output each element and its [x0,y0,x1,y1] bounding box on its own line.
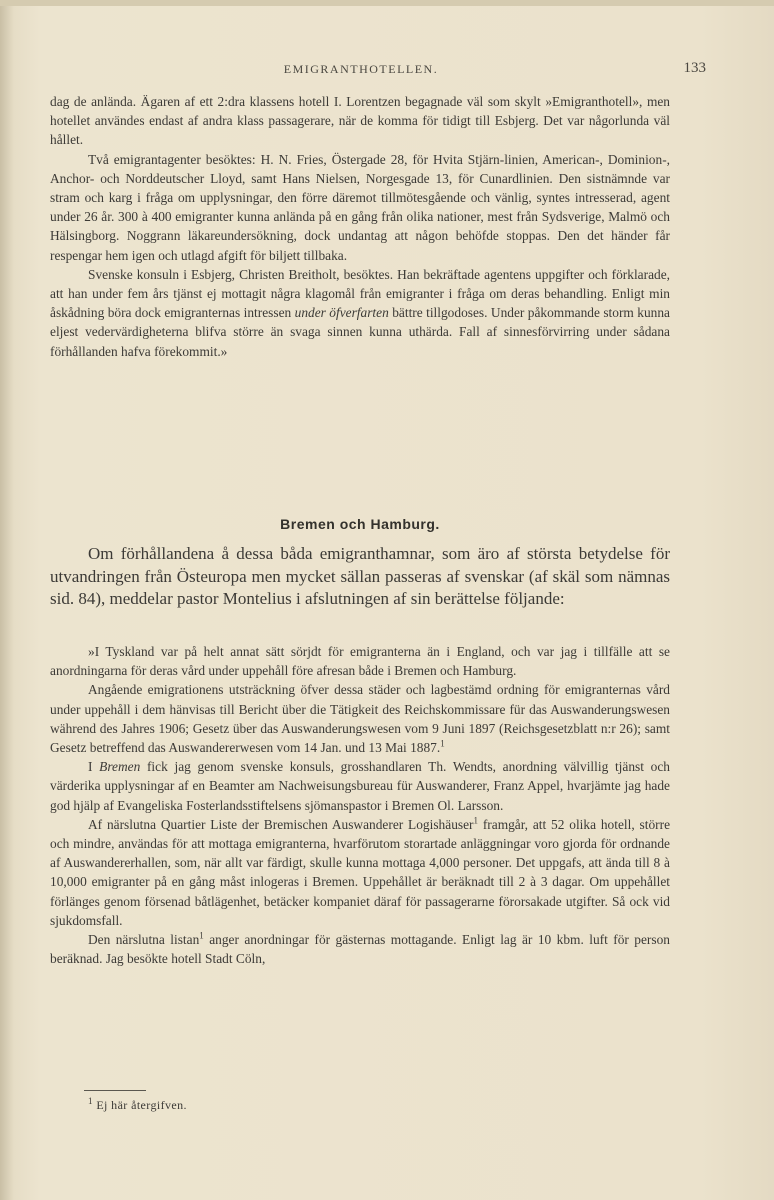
footnote-text: Ej här återgifven. [96,1098,187,1112]
intro-paragraph: Om förhållandena å dessa båda emigranthamnar, som äro af största betydelse för utvandringen från Östeuropa men mycket sällan passeras af svenskar (af skäl som nämnas sid. 84), meddelar pastor Montelius i afslutningen af sin berättelse följande: [50,544,670,609]
paragraph [50,815,670,930]
footnote-reference: 1 [199,930,204,941]
paragraph [50,930,670,968]
italic-phrase: Bremen [99,759,141,775]
footnote-reference: 1 [473,815,479,826]
paragraph-text: fick jag genom svenske konsuls, grosshandlaren Th. Wendts, anordning välvillig tjänst och värderika upplysningar af en Beamter am Nachweisungsbureau für Auswanderer, Franz Appel, hvarjämte jag hade god hjälp af Evangeliska Fosterlandsstiftelsens sjömanspastor i Bremen Ol. Larsson. [50,759,670,813]
section-heading: Bremen och Hamburg. [280,516,440,532]
paragraph-text: Angående emigrationens utsträckning öfver dessa städer och lagbestämd ordning för emigranternas vård under uppehåll i dem hänvisas till Bericht über die Tätigkeit des Reichskommissare für das Auswanderungswesen während des Jahres 1906; Gesetz über das Auswanderungswesen vom 9 Juni 1897 (Reichsgesetzblatt n:r 26); samt Gesetz betreffend das Auswandererwesen vom 14 Jan. und 13 Mai 1887. [50,682,670,756]
paragraph-text: bättre tillgodoses. Under påkommande storm kunna eljest vedervärdigheterna blifva större än svaga sinnen kunna uthärda. Fall af sinnesförvirring under sådana förhållanden hafva förekommit.» [50,305,670,359]
paragraph-text: Af närslutna Quartier Liste der Bremischen Auswanderer Logishäuser [88,816,474,832]
page-number: 133 [683,60,706,76]
paragraph-text: Svenske konsuln i Esbjerg, Christen Breitholt, besöktes. Han bekräftade agentens uppgifter och förklarade, att han under fem års tjänst ej mottagit några klagomål från emigranter i fråga om deras behandling. Enligt min åskådning böra dock emigranternas intressen [50,266,670,321]
paragraph: dag de anlända. Ägaren af ett 2:dra klassens hotell I. Lorentzen begagnade väl som skylt »Emigranthotell», men hotellet användes endast af andra klass passagerare, när de komma för tidigt till Esbjerg. Det var någorlunda väl hållet. [50,94,670,148]
page-top-edge [0,0,774,6]
paragraph-text: I [88,759,100,775]
italic-phrase: under öfverfarten [294,305,389,321]
footnote [88,1098,187,1113]
paragraph: »I Tyskland var på helt annat sätt sörjdt för emigranterna än i England, och var jag i tillfälle att se anordningarna för deras vård under uppehåll före afresan både i Bremen och Hamburg. [50,644,670,679]
paragraph: Två emigrantagenter besöktes: H. N. Fries, Östergade 28, för Hvita Stjärn-linien, American-, Dominion-, Anchor- och Norddeutscher Lloyd, samt Hans Nielsen, Norgesgade 13, för Cunardlinien. Den sistnämnde var stram och karg i fråga om upplysningar, den förre däremot tillmötesgående och vänlig, syntes intresserad, agent under 26 år. 300 à 400 emigranter kunna anlända på en gång från olika nationer, mest från Sydsverige, Malmö och Hälsingborg. Noggrann läkareundersökning, dock undantag att någon behöfde stoppas. Den det händer får respengar hem igen och utlagd afgift för biljett tillbaka. [50,151,670,263]
footnote-reference: 1 [440,738,445,749]
running-head: EMIGRANTHOTELLEN. [283,62,439,76]
page-header [50,60,706,82]
paragraph [50,757,670,815]
paragraph [50,265,670,361]
body-section-esbjerg [50,92,670,361]
footnote-marker: 1 [88,1096,93,1106]
footnote-divider [84,1090,146,1091]
paragraph [50,680,670,757]
paragraph-text: anger anordningar för gästernas mottagande. Enligt lag är 10 kbm. luft för person beräknad. Jag besökte hotell Stadt Cöln, [50,932,670,967]
intro-paragraph-block [50,543,670,611]
paragraph-text: framgår, att 52 olika hotell, större och mindre, användas för att mottaga emigranterna, hvarförutom storartade anläggningar voro gjorda för ordnande af Auswandererhallen, som, när allt var färdigt, skulle kunna mottaga 4,000 personer. Det uppgafs, att ända till 8 à 10,000 emigranter på en gång måst inlogeras i Bremen. Uppehållet är beräknadt till 2 à 3 dagar. Om uppehållet förlänges genom försenad båtlägenhet, betäcker kompaniet däraf för passagerarne förorsakade utgifter. Så ock vid sjukdomsfall. [50,816,671,928]
paragraph-text: Den närslutna listan [88,932,200,948]
quoted-report [50,642,670,968]
